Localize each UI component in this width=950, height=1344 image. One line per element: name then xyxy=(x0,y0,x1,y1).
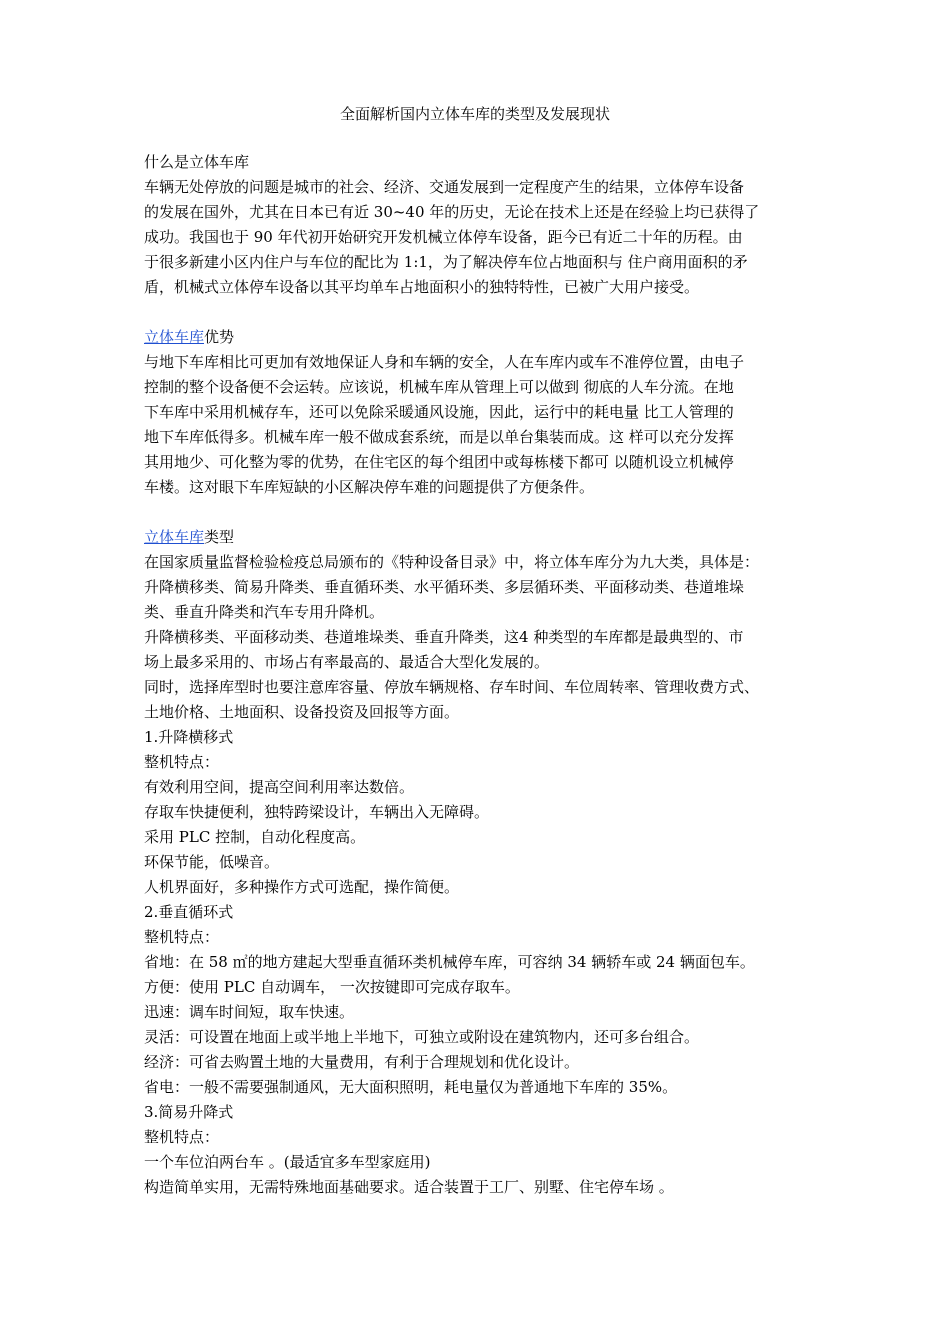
feature-item: 环保节能，低噪音。 xyxy=(144,853,280,871)
feature-item: 灵活：可设置在地面上或半地上半地下，可独立或附设在建筑物内，还可多台组合。 xyxy=(144,1028,700,1046)
paragraph-line: 与地下车库相比可更加有效地保证人身和车辆的安全，人在车库内或车不准停位置，由电子 xyxy=(144,353,745,371)
feature-item: 省电：一般不需要强制通风，无大面积照明，耗电量仅为普通地下车库的 35%。 xyxy=(144,1078,678,1096)
document-body xyxy=(144,150,820,1200)
paragraph-line: 土地价格、土地面积、设备投资及回报等方面。 xyxy=(144,703,460,721)
blank-line xyxy=(144,300,820,325)
blank-line xyxy=(144,500,820,525)
section-heading-advantages xyxy=(144,325,820,350)
paragraph-line: 盾，机械式立体停车设备以其平均单车占地面积小的独特特性，已被广大用户接受。 xyxy=(144,278,700,296)
feature-item: 有效利用空间，提高空间利用率达数倍。 xyxy=(144,778,415,796)
paragraph-line: 地下车库低得多。机械车库一般不做成套系统，而是以单台集装而成。这 样可以充分发挥 xyxy=(144,428,734,446)
section-heading-types xyxy=(144,525,820,550)
type-heading-simple-lift: 3.简易升降式 xyxy=(144,1103,234,1121)
feature-item: 采用 PLC 控制，自动化程度高。 xyxy=(144,828,366,846)
feature-item: 人机界面好，多种操作方式可选配，操作简便。 xyxy=(144,878,460,896)
paragraph-line: 的发展在国外，尤其在日本已有近 30~40 年的历史，无论在技术上还是在经验上均已获得了 xyxy=(144,203,760,221)
paragraph-line: 类、垂直升降类和汽车专用升降机。 xyxy=(144,603,385,621)
type-heading-lift-slide: 1.升降横移式 xyxy=(144,728,234,746)
feature-item: 方便：使用 PLC 自动调车， 一次按键即可完成存取车。 xyxy=(144,978,520,996)
paragraph-line: 成功。我国也于 90 年代初开始研究开发机械立体停车设备，距今已有近二十年的历程。由 xyxy=(144,228,743,246)
paragraph-line: 于很多新建小区内住户与车位的配比为 1:1，为了解决停车位占地面积与 住户商用面积的矛 xyxy=(144,253,748,271)
link-3d-garage[interactable]: 立体车库 xyxy=(144,328,205,346)
feature-item: 一个车位泊两台车 。(最适宜多车型家庭用) xyxy=(144,1153,431,1171)
feature-item: 迅速：调车时间短，取车快速。 xyxy=(144,1003,355,1021)
feature-label: 整机特点： xyxy=(144,753,220,771)
feature-item: 构造简单实用，无需特殊地面基础要求。适合装置于工厂、别墅、住宅停车场 。 xyxy=(144,1178,674,1196)
paragraph-line: 下车库中采用机械存车，还可以免除采暖通风设施，因此，运行中的耗电量 比工人管理的 xyxy=(144,403,734,421)
paragraph-line: 控制的整个设备便不会运转。应该说，机械车库从管理上可以做到 彻底的人车分流。在地 xyxy=(144,378,734,396)
paragraph-line: 车楼。这对眼下车库短缺的小区解决停车难的问题提供了方便条件。 xyxy=(144,478,595,496)
feature-label: 整机特点： xyxy=(144,928,220,946)
heading-suffix: 类型 xyxy=(204,528,235,546)
paragraph-line: 其用地少、可化整为零的优势，在住宅区的每个组团中或每栋楼下都可 以随机设立机械停 xyxy=(144,453,734,471)
paragraph-line: 车辆无处停放的问题是城市的社会、经济、交通发展到一定程度产生的结果，立体停车设备 xyxy=(144,178,745,196)
type-heading-vertical-circulation: 2.垂直循环式 xyxy=(144,903,234,921)
feature-item: 存取车快捷便利，独特跨梁设计，车辆出入无障碍。 xyxy=(144,803,490,821)
feature-item: 经济：可省去购置土地的大量费用，有利于合理规划和优化设计。 xyxy=(144,1053,580,1071)
document-title: 全面解析国内立体车库的类型及发展现状 xyxy=(339,105,610,123)
link-3d-garage[interactable]: 立体车库 xyxy=(144,528,205,546)
paragraph-line: 同时，选择库型时也要注意库容量、停放车辆规格、存车时间、车位周转率、管理收费方式、 xyxy=(144,678,760,696)
paragraph-line: 升降横移类、平面移动类、巷道堆垛类、垂直升降类，这4 种类型的车库都是最典型的、市 xyxy=(144,628,744,646)
paragraph-line: 在国家质量监督检验检疫总局颁布的《特种设备目录》中，将立体车库分为九大类，具体是： xyxy=(144,553,760,571)
heading-suffix: 优势 xyxy=(204,328,235,346)
paragraph-line: 升降横移类、简易升降类、垂直循环类、水平循环类、多层循环类、平面移动类、巷道堆垛 xyxy=(144,578,745,596)
paragraph-line: 场上最多采用的、市场占有率最高的、最适合大型化发展的。 xyxy=(144,653,550,671)
feature-item: 省地：在 58 ㎡的地方建起大型垂直循环类机械停车库，可容纳 34 辆轿车或 24 辆面包车。 xyxy=(144,953,755,971)
section-heading-what-is: 什么是立体车库 xyxy=(144,153,250,171)
feature-label: 整机特点： xyxy=(144,1128,220,1146)
